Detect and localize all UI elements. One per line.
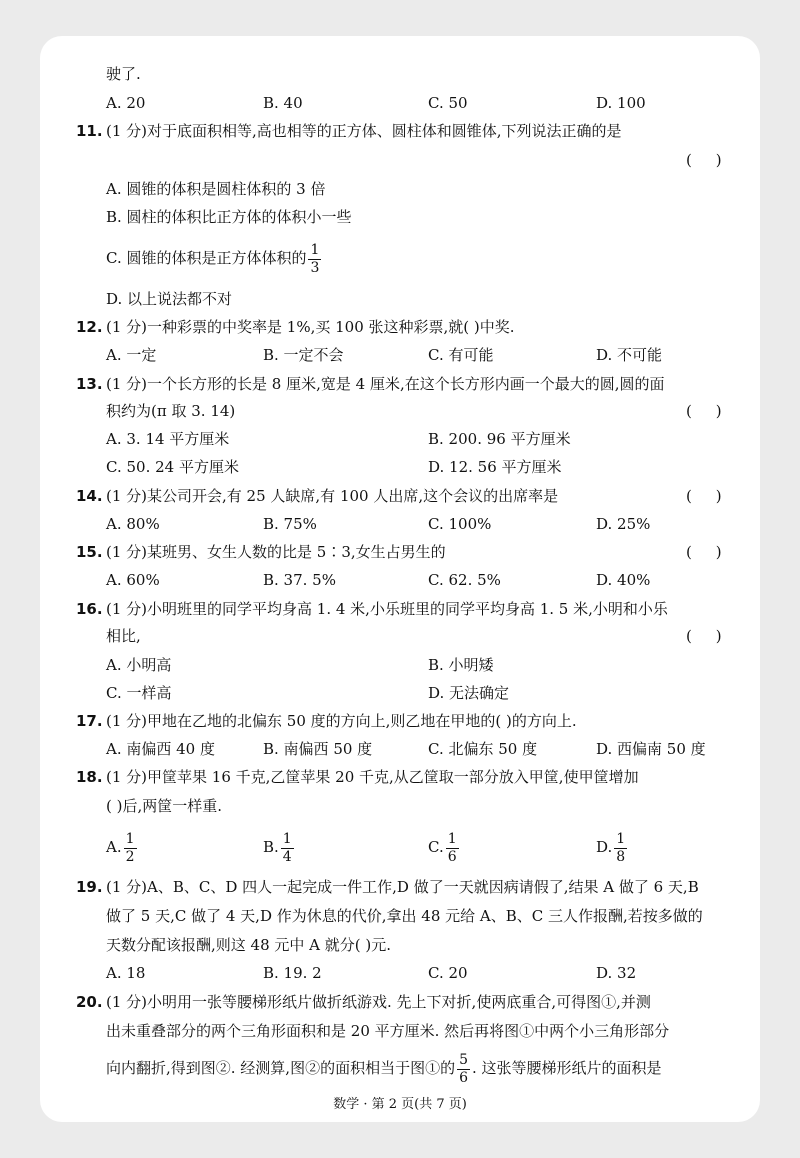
question-19-option-b: B. 19. 2 [263, 964, 322, 982]
option-fraction [281, 831, 294, 866]
option-label: B. [263, 838, 279, 856]
question-20-text-line-3-post: . 这张等腰梯形纸片的面积是 [472, 1059, 662, 1077]
question-15-text: (1 分)某班男、女生人数的比是 5∶3,女生占男生的 [106, 543, 446, 561]
question-20-number: 20. [76, 993, 103, 1011]
question-18-text-line-1: (1 分)甲筐苹果 16 千克,乙筐苹果 20 千克,从乙筐取一部分放入甲筐,使甲筐增加 [106, 768, 639, 786]
page-footer: 数学 · 第 2 页(共 7 页) [333, 1097, 467, 1112]
question-19-text-line-2: 做了 5 天,C 做了 4 天,D 作为休息的代价,拿出 48 元给 A、B、C 三人作报酬,若按多做的 [106, 907, 703, 925]
question-12-option-b: B. 一定不会 [263, 346, 344, 364]
question-16-number: 16. [76, 600, 103, 618]
question-17-option-a: A. 南偏西 40 度 [106, 740, 215, 758]
question-20-text-line-1: (1 分)小明用一张等腰梯形纸片做折纸游戏. 先上下对折,使两底重合,可得图①,并测 [106, 993, 651, 1011]
question-14-number: 14. [76, 487, 103, 505]
question-16-option-d: D. 无法确定 [428, 684, 510, 702]
question-19-text-line-3: 天数分配该报酬,则这 48 元中 A 就分( )元. [106, 936, 392, 954]
question-15-option-c: C. 62. 5% [428, 571, 501, 589]
question-20-fraction [457, 1052, 470, 1087]
question-12-option-d: D. 不可能 [596, 346, 663, 364]
question-11-option-d: D. 以上说法都不对 [106, 290, 233, 308]
question-13-option-a: A. 3. 14 平方厘米 [106, 430, 230, 448]
question-18-option-b [263, 826, 296, 868]
prev-option-b: B. 40 [263, 94, 303, 112]
fraction-denominator: 3 [310, 259, 320, 276]
question-14-option-c: C. 100% [428, 515, 492, 533]
question-18-number: 18. [76, 768, 103, 786]
question-11-option-b: B. 圆柱的体积比正方体的体积小一些 [106, 208, 352, 226]
prev-question-tail: 驶了. [106, 65, 141, 83]
question-14-option-b: B. 75% [263, 515, 317, 533]
question-18-option-a [106, 826, 139, 868]
option-fraction [614, 831, 627, 866]
question-13-option-d: D. 12. 56 平方厘米 [428, 458, 562, 476]
question-18-option-c [428, 826, 461, 868]
exam-page [40, 36, 760, 1122]
question-12-option-c: C. 有可能 [428, 346, 494, 364]
fraction-numerator: 1 [447, 830, 457, 847]
fraction-denominator: 2 [125, 848, 135, 865]
fraction-numerator: 1 [616, 830, 626, 847]
option-label: A. [106, 838, 122, 856]
question-16-text-line-1: (1 分)小明班里的同学平均身高 1. 4 米,小乐班里的同学平均身高 1. 5 米,小明和小乐 [106, 600, 668, 618]
fraction-numerator: 1 [310, 241, 320, 258]
prev-option-d: D. 100 [596, 94, 646, 112]
question-18-text-line-2: ( )后,两筐一样重. [106, 797, 223, 815]
question-17-option-d: D. 西偏南 50 度 [596, 740, 706, 758]
question-13-number: 13. [76, 375, 103, 393]
fraction-denominator: 6 [447, 848, 457, 865]
question-20-text-line-3-pre: 向内翻折,得到图②. 经测算,图②的面积相当于图①的 [106, 1059, 456, 1077]
question-11-option-c [106, 238, 323, 278]
option-label: C. [428, 838, 444, 856]
question-17-text: (1 分)甲地在乙地的北偏东 50 度的方向上,则乙地在甲地的( )的方向上. [106, 712, 577, 730]
question-20-text-line-3 [106, 1048, 662, 1088]
prev-option-c: C. 50 [428, 94, 468, 112]
question-17-option-b: B. 南偏西 50 度 [263, 740, 373, 758]
question-16-option-b: B. 小明矮 [428, 656, 494, 674]
question-14-answer-paren: ( ) [686, 487, 722, 505]
question-19-option-d: D. 32 [596, 964, 637, 982]
fraction-numerator: 5 [459, 1051, 468, 1068]
question-11-number: 11. [76, 122, 103, 140]
question-11-text: (1 分)对于底面积相等,高也相等的正方体、圆柱体和圆锥体,下列说法正确的是 [106, 122, 622, 140]
question-17-option-c: C. 北偏东 50 度 [428, 740, 538, 758]
question-16-answer-paren: ( ) [686, 627, 722, 645]
question-13-text-line-2: 积约为(π 取 3. 14) [106, 402, 236, 420]
question-15-option-b: B. 37. 5% [263, 571, 336, 589]
question-12-option-a: A. 一定 [106, 346, 157, 364]
question-14-option-a: A. 80% [106, 515, 160, 533]
question-11-option-c-text: C. 圆锥的体积是正方体体积的 [106, 249, 307, 267]
question-11-option-c-fraction [308, 242, 321, 277]
question-13-option-c: C. 50. 24 平方厘米 [106, 458, 239, 476]
question-19-option-a: A. 18 [106, 964, 146, 982]
option-fraction [446, 831, 459, 866]
question-19-number: 19. [76, 878, 103, 896]
question-11-answer-paren: ( ) [686, 151, 722, 169]
question-18-option-d [596, 826, 629, 868]
prev-option-a: A. 20 [106, 94, 146, 112]
fraction-numerator: 1 [125, 830, 135, 847]
question-14-text: (1 分)某公司开会,有 25 人缺席,有 100 人出席,这个会议的出席率是 [106, 487, 559, 505]
question-17-number: 17. [76, 712, 103, 730]
question-13-answer-paren: ( ) [686, 402, 722, 420]
option-fraction [124, 831, 137, 866]
question-16-text-line-2: 相比, [106, 627, 141, 645]
fraction-numerator: 1 [282, 830, 292, 847]
question-15-answer-paren: ( ) [686, 543, 722, 561]
question-12-number: 12. [76, 318, 103, 336]
question-16-option-a: A. 小明高 [106, 656, 172, 674]
fraction-denominator: 8 [616, 848, 626, 865]
fraction-denominator: 6 [459, 1069, 468, 1086]
question-15-option-d: D. 40% [596, 571, 651, 589]
fraction-denominator: 4 [282, 848, 292, 865]
question-13-option-b: B. 200. 96 平方厘米 [428, 430, 571, 448]
question-13-text-line-1: (1 分)一个长方形的长是 8 厘米,宽是 4 厘米,在这个长方形内画一个最大的圆,圆的面 [106, 375, 665, 393]
question-11-option-a: A. 圆锥的体积是圆柱体积的 3 倍 [106, 180, 326, 198]
question-19-text-line-1: (1 分)A、B、C、D 四人一起完成一件工作,D 做了一天就因病请假了,结果 A 做了 6 天,B [106, 878, 699, 896]
question-19-option-c: C. 20 [428, 964, 468, 982]
question-20-text-line-2: 出未重叠部分的两个三角形面积和是 20 平方厘米. 然后再将图①中两个小三角形部分 [106, 1022, 670, 1040]
question-15-number: 15. [76, 543, 103, 561]
question-15-option-a: A. 60% [106, 571, 160, 589]
question-16-option-c: C. 一样高 [106, 684, 172, 702]
option-label: D. [596, 838, 613, 856]
question-14-option-d: D. 25% [596, 515, 651, 533]
question-12-text: (1 分)一种彩票的中奖率是 1%,买 100 张这种彩票,就( )中奖. [106, 318, 515, 336]
